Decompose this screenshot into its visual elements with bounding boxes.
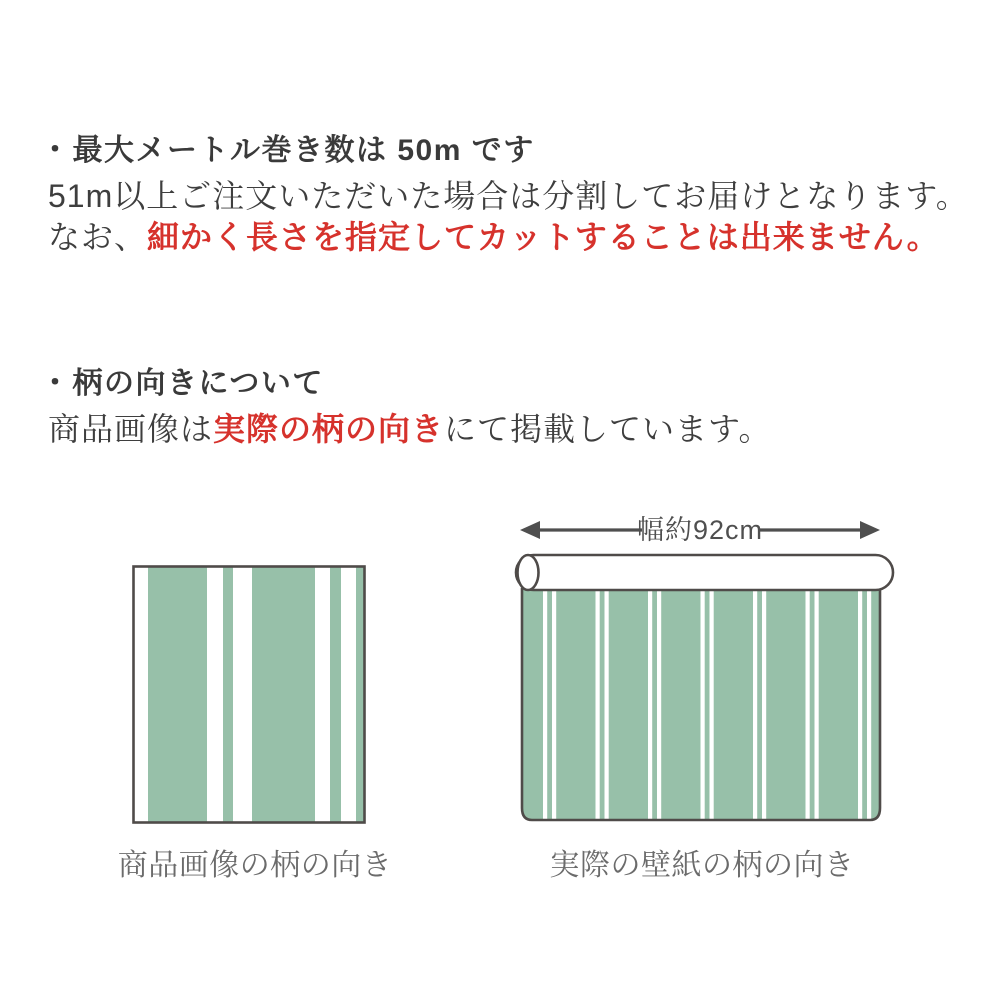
wallpaper-roll-illustration: [500, 498, 900, 830]
width-label: 幅約92cm: [636, 515, 764, 545]
note-heading-row: [40, 365, 771, 403]
swatch-stripe-pattern: [148, 567, 365, 823]
text-segment-emphasis: 実際の柄の向き: [213, 411, 445, 447]
note-section-max-roll-length: [40, 132, 969, 258]
product-image-swatch-illustration: [129, 562, 369, 828]
note-line-no-custom-cut: [48, 217, 969, 258]
note-heading-max-roll-length: 最大メートル巻き数は 50m です: [72, 134, 535, 167]
text-segment-warning: 細かく長さを指定してカットすることは出来ません。: [147, 219, 940, 255]
note-heading-row: [40, 132, 969, 170]
text-segment: にて掲載しています。: [444, 411, 772, 447]
roll-tube: [516, 555, 893, 590]
note-body-max-roll-length: [48, 176, 969, 258]
wallpaper-sheet: [522, 588, 880, 820]
bullet-icon: ・: [40, 367, 72, 400]
arrowhead-right-icon: [860, 521, 880, 539]
note-heading-pattern-direction: 柄の向きについて: [72, 367, 324, 400]
bullet-icon: ・: [40, 134, 72, 167]
text-segment: 51m以上ご注文いただいた場合は分割してお届けとなります。: [48, 178, 969, 214]
caption-actual-wallpaper-direction: 実際の壁紙の柄の向き: [549, 849, 855, 882]
caption-product-image-direction: 商品画像の柄の向き: [117, 849, 393, 882]
note-line-pattern-direction: [48, 409, 771, 450]
note-body-pattern-direction: [48, 409, 771, 450]
roll-end-icon: [518, 555, 539, 590]
text-segment: なお、: [48, 219, 148, 255]
note-line-split-delivery: [48, 176, 969, 217]
text-segment: 商品画像は: [48, 411, 214, 447]
note-section-pattern-direction: [40, 365, 771, 450]
